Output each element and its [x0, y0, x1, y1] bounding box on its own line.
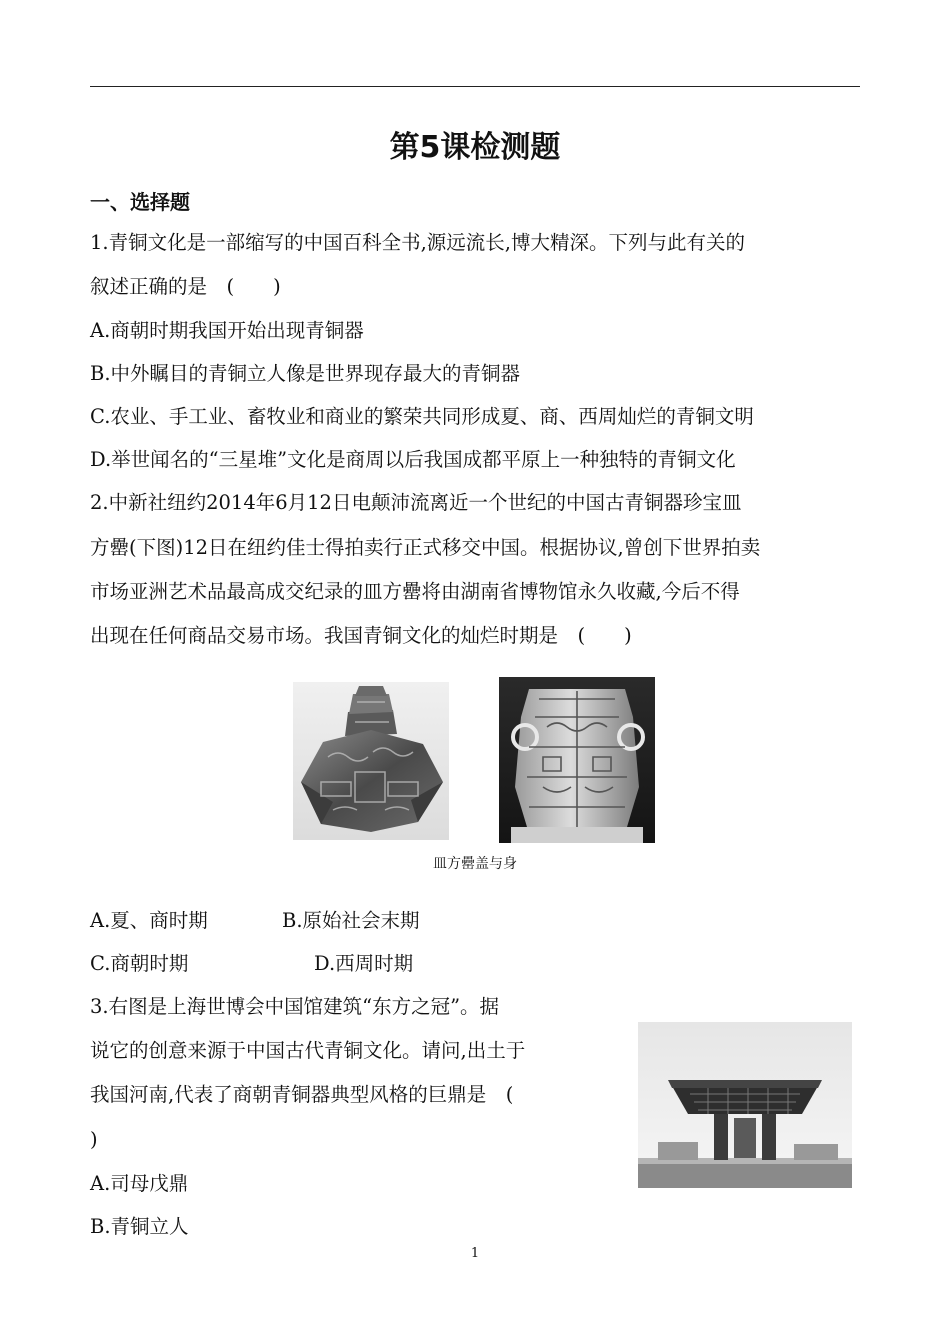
q1-option-c: C.农业、手工业、畜牧业和商业的繁荣共同形成夏、商、西周灿烂的青铜文明 [90, 405, 754, 428]
q2-option-c: C.商朝时期 [90, 952, 189, 975]
bronze-lid-photo [293, 682, 449, 840]
q3-stem-line1: 3.右图是上海世博会中国馆建筑“东方之冠”。据 [90, 995, 500, 1018]
q3-stem-line4: ) [90, 1128, 98, 1151]
q3-option-b: B.青铜立人 [90, 1215, 189, 1238]
page-number: 1 [470, 1246, 480, 1261]
q2-stem-line1: 2.中新社纽约2014年6月12日电颠沛流离近一个世纪的中国古青铜器珍宝皿 [90, 491, 742, 514]
q1-stem-line2: 叙述正确的是 ( ) [90, 275, 281, 298]
q2-option-a: A.夏、商时期 [90, 909, 208, 932]
figure-caption: 皿方罍盖与身 [433, 856, 517, 872]
q1-stem-line1: 1.青铜文化是一部缩写的中国百科全书,源远流长,博大精深。下列与此有关的 [90, 231, 746, 254]
q2-option-b: B.原始社会末期 [282, 909, 420, 932]
page-title: 第5课检测题 [389, 130, 561, 165]
q2-stem-line4: 出现在任何商品交易市场。我国青铜文化的灿烂时期是 ( ) [90, 624, 632, 647]
q1-option-b: B.中外瞩目的青铜立人像是世界现存最大的青铜器 [90, 362, 521, 385]
q3-stem-line3: 我国河南,代表了商朝青铜器典型风格的巨鼎是 ( [90, 1083, 514, 1106]
q1-option-a: A.商朝时期我国开始出现青铜器 [90, 319, 364, 342]
q2-stem-line3: 市场亚洲艺术品最高成交纪录的皿方罍将由湖南省博物馆永久收藏,今后不得 [90, 580, 740, 603]
q3-option-a: A.司母戊鼎 [90, 1172, 189, 1195]
section-heading: 一、选择题 [90, 190, 190, 214]
bronze-vessel-photo [499, 677, 655, 843]
china-pavilion-photo [638, 1022, 852, 1188]
q3-stem-line2: 说它的创意来源于中国古代青铜文化。请问,出土于 [90, 1039, 526, 1062]
q2-option-d: D.西周时期 [314, 952, 414, 975]
q2-stem-line2: 方罍(下图)12日在纽约佳士得拍卖行正式移交中国。根据协议,曾创下世界拍卖 [90, 536, 761, 559]
q1-option-d: D.举世闻名的“三星堆”文化是商周以后我国成都平原上一种独特的青铜文化 [90, 448, 736, 471]
header-rule [90, 86, 860, 87]
